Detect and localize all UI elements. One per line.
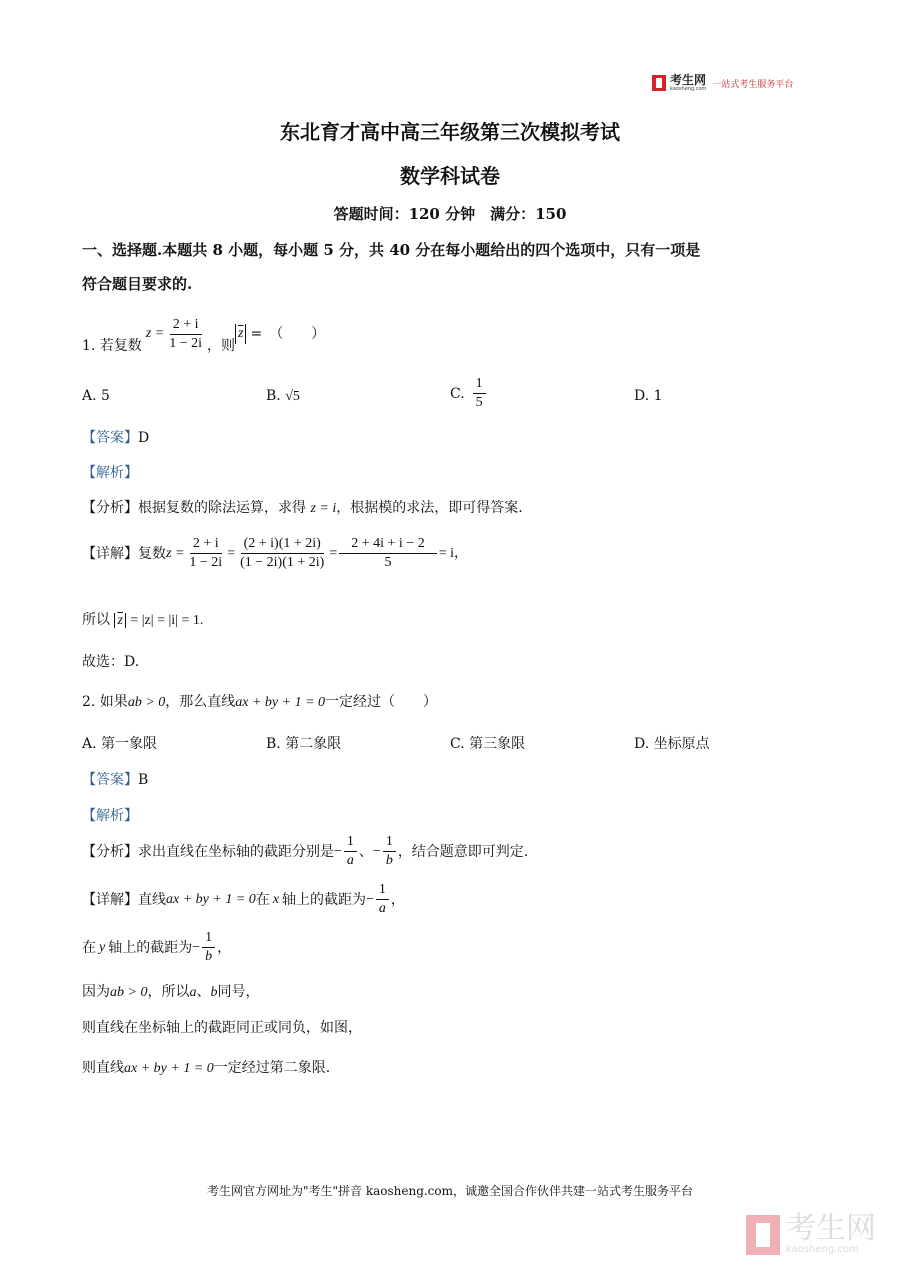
section-heading-line-1: 一、选择题.本题共 8 小题，每小题 5 分，共 40 分在每小题给出的四个选项中，只有一项是 bbox=[82, 241, 701, 259]
because-prefix: 因为 bbox=[82, 984, 110, 1000]
logo-name: 考生网 bbox=[670, 73, 707, 87]
frac-den: 5 bbox=[475, 395, 483, 410]
detail-result: = i， bbox=[438, 545, 468, 561]
minus-sign: − bbox=[366, 891, 374, 907]
fenxi-sep: 、 bbox=[358, 843, 373, 860]
so-prefix: 所以 bbox=[82, 612, 110, 628]
watermark bbox=[746, 1211, 876, 1255]
detail-1-suffix: 轴上的截距为 bbox=[282, 891, 366, 908]
option-text: 第三象限 bbox=[469, 736, 526, 752]
frac-den: 5 bbox=[384, 555, 392, 570]
q1-choose: 故选：D. bbox=[82, 654, 140, 670]
frac-den: 1 − 2i bbox=[189, 555, 223, 570]
watermark-logo-icon bbox=[746, 1215, 780, 1255]
detail-prefix: 复数 bbox=[138, 545, 166, 562]
frac-num: 2 + i bbox=[190, 536, 222, 554]
option-text: 第一象限 bbox=[101, 736, 158, 752]
y-var: y bbox=[99, 939, 106, 955]
watermark-domain: kaosheng.com bbox=[786, 1244, 859, 1255]
q1-prefix: 1. 若复数 bbox=[82, 338, 142, 354]
page-footer: 考生网官方网址为"考生"拼音 kaosheng.com，诚邀全国合作伙伴共建一站式考生服务平台 bbox=[206, 1184, 694, 1198]
q1-frac-den: 1 − 2i bbox=[169, 335, 203, 351]
q2-option-a bbox=[82, 734, 157, 754]
kaosheng-logo-icon bbox=[652, 75, 666, 91]
q2-option-d bbox=[634, 734, 710, 754]
option-letter: B. bbox=[266, 388, 281, 404]
q2-line-eq: ax + by + 1 = 0 bbox=[235, 695, 326, 710]
option-letter: B. bbox=[266, 736, 281, 752]
q1-detail bbox=[82, 536, 468, 571]
option-text: √5 bbox=[285, 389, 300, 404]
q2-because bbox=[82, 982, 259, 1003]
detail-frac-2 bbox=[237, 536, 327, 571]
q1-so-line bbox=[82, 610, 203, 631]
minus-sign: − bbox=[372, 843, 381, 859]
detail-1-prefix: 直线 bbox=[138, 891, 166, 908]
option-letter: D. bbox=[634, 736, 650, 752]
watermark-name: 考生网 bbox=[786, 1211, 876, 1246]
frac-den: a bbox=[378, 901, 386, 916]
answer-value: D bbox=[138, 430, 150, 446]
because-mid: ，所以 bbox=[147, 984, 190, 1000]
logo-text-block bbox=[670, 74, 706, 92]
answer-tag: 【答案】 bbox=[82, 430, 138, 446]
logo-slogan: 一站式考生服务平台 bbox=[712, 79, 794, 90]
detail-tag: 【详解】 bbox=[82, 891, 138, 908]
x-var: x bbox=[272, 891, 279, 907]
watermark-text-block bbox=[786, 1211, 876, 1255]
q1-option-a bbox=[82, 386, 110, 406]
q2-line-6 bbox=[82, 1058, 330, 1079]
q2-answer bbox=[82, 770, 148, 790]
q2-detail-1 bbox=[82, 882, 405, 917]
option-text: 1 bbox=[653, 388, 663, 404]
a-var: a bbox=[189, 985, 197, 1000]
q1-eq-paren: = （ ） bbox=[250, 326, 326, 342]
option-letter: A. bbox=[82, 388, 97, 404]
b-var: b bbox=[210, 985, 218, 1000]
option-letter: D. bbox=[634, 388, 650, 404]
equals-sign: = bbox=[227, 545, 236, 561]
question-1-stem bbox=[82, 312, 325, 356]
so-abs-conj-z: $\overline{z}$ bbox=[114, 613, 125, 628]
q2-analysis-tag: 【解析】 bbox=[82, 808, 138, 824]
detail-2-suffix: 轴上的截距为 bbox=[108, 939, 193, 956]
line-eq: ax + by + 1 = 0 bbox=[166, 891, 256, 907]
q1-option-c bbox=[450, 376, 488, 411]
frac-neg-1-over-b bbox=[383, 834, 396, 869]
section-heading-line-2: 符合题目要求的. bbox=[82, 275, 193, 293]
q1-analysis-tag: 【解析】 bbox=[82, 465, 138, 481]
q1-fenxi bbox=[82, 498, 523, 519]
so-math: = |z| = |i| = 1. bbox=[130, 613, 204, 628]
frac-neg-1-over-b bbox=[202, 930, 215, 965]
equals-sign: = bbox=[329, 545, 338, 561]
fenxi-text-1: 求出直线在坐标轴的截距分别是 bbox=[138, 843, 334, 860]
option-letter: C. bbox=[450, 736, 465, 752]
header-logo bbox=[652, 74, 793, 92]
q1-answer bbox=[82, 428, 149, 448]
page-subtitle: 数学科试卷 bbox=[400, 164, 500, 188]
option-text: 第二象限 bbox=[285, 736, 342, 752]
frac-den: b bbox=[205, 949, 213, 964]
q2-option-b bbox=[266, 734, 341, 754]
fenxi-math: z = i bbox=[310, 501, 337, 516]
q1-z-eq: z = bbox=[145, 326, 165, 341]
because-cond: ab > 0 bbox=[110, 985, 148, 1000]
detail-1-mid: 在 bbox=[255, 891, 270, 908]
detail-2-prefix: 在 bbox=[82, 939, 96, 956]
minus-sign: − bbox=[192, 939, 201, 955]
comma: ， bbox=[217, 939, 232, 956]
line-eq: ax + by + 1 = 0 bbox=[124, 1061, 214, 1076]
frac-num: (2 + i)(1 + 2i) bbox=[241, 536, 324, 554]
detail-frac-1 bbox=[186, 536, 225, 571]
frac-num: 1 bbox=[202, 930, 215, 948]
q1-abs-conj-z: $\overline{z}$ bbox=[235, 324, 246, 344]
detail-z: z = bbox=[166, 545, 185, 561]
fenxi-tag: 【分析】 bbox=[82, 500, 138, 516]
q2-fenxi bbox=[82, 834, 528, 869]
fenxi-text-1: 根据复数的除法运算，求得 bbox=[138, 500, 306, 516]
answer-value: B bbox=[138, 772, 149, 788]
frac-neg-1-over-a bbox=[344, 834, 357, 869]
minus-sign: − bbox=[334, 843, 342, 859]
q2-line-5: 则直线在坐标轴上的截距同正或同负，如图， bbox=[82, 1020, 362, 1036]
q2-detail-2 bbox=[82, 930, 231, 965]
frac-neg-1-over-a bbox=[376, 882, 389, 917]
dun: 、 bbox=[196, 984, 211, 1000]
q1-option-b bbox=[266, 386, 300, 407]
frac-num: 1 bbox=[383, 834, 396, 852]
q2-prefix: 2. 如果 bbox=[82, 694, 128, 710]
option-letter: C. bbox=[450, 385, 465, 402]
exam-info: 答题时间：120 分钟 满分：150 bbox=[333, 205, 567, 223]
q2-option-c bbox=[450, 734, 525, 754]
frac-den: (1 − 2i)(1 + 2i) bbox=[240, 555, 325, 570]
frac-num: 1 bbox=[473, 376, 486, 394]
line-6-suffix: 一定经过第二象限. bbox=[213, 1060, 331, 1076]
frac-den: a bbox=[346, 853, 354, 868]
q2-suffix: 一定经过（ ） bbox=[325, 694, 438, 710]
frac-num: 1 bbox=[344, 834, 357, 852]
q1-fraction bbox=[166, 317, 205, 352]
frac-num: 2 + 4i + i − 2 bbox=[339, 536, 436, 554]
line-6-prefix: 则直线 bbox=[82, 1060, 124, 1076]
option-text: 5 bbox=[101, 388, 110, 404]
q2-mid: ，那么直线 bbox=[165, 694, 236, 710]
fenxi-tag: 【分析】 bbox=[82, 843, 138, 860]
option-fraction bbox=[473, 376, 486, 411]
question-2-stem bbox=[82, 692, 437, 713]
frac-den: b bbox=[385, 853, 393, 868]
answer-tag: 【答案】 bbox=[82, 772, 138, 788]
q1-option-d bbox=[634, 386, 663, 406]
page-title: 东北育才高中高三年级第三次模拟考试 bbox=[280, 120, 620, 144]
detail-tag: 【详解】 bbox=[82, 545, 138, 562]
q1-frac-num: 2 + i bbox=[170, 317, 202, 335]
because-suffix: 同号， bbox=[217, 984, 260, 1000]
option-letter: A. bbox=[82, 736, 97, 752]
q1-then: ，则 bbox=[207, 338, 236, 354]
fenxi-text-2: ，结合题意即可判定. bbox=[397, 843, 529, 860]
detail-frac-3 bbox=[339, 536, 436, 571]
fenxi-text-2: ，根据模的求法，即可得答案. bbox=[336, 500, 523, 516]
option-text: 坐标原点 bbox=[653, 736, 710, 752]
comma: ， bbox=[390, 891, 405, 908]
q2-cond: ab > 0 bbox=[127, 695, 166, 710]
frac-num: 1 bbox=[376, 882, 389, 900]
logo-domain: kaosheng.com bbox=[670, 86, 707, 92]
